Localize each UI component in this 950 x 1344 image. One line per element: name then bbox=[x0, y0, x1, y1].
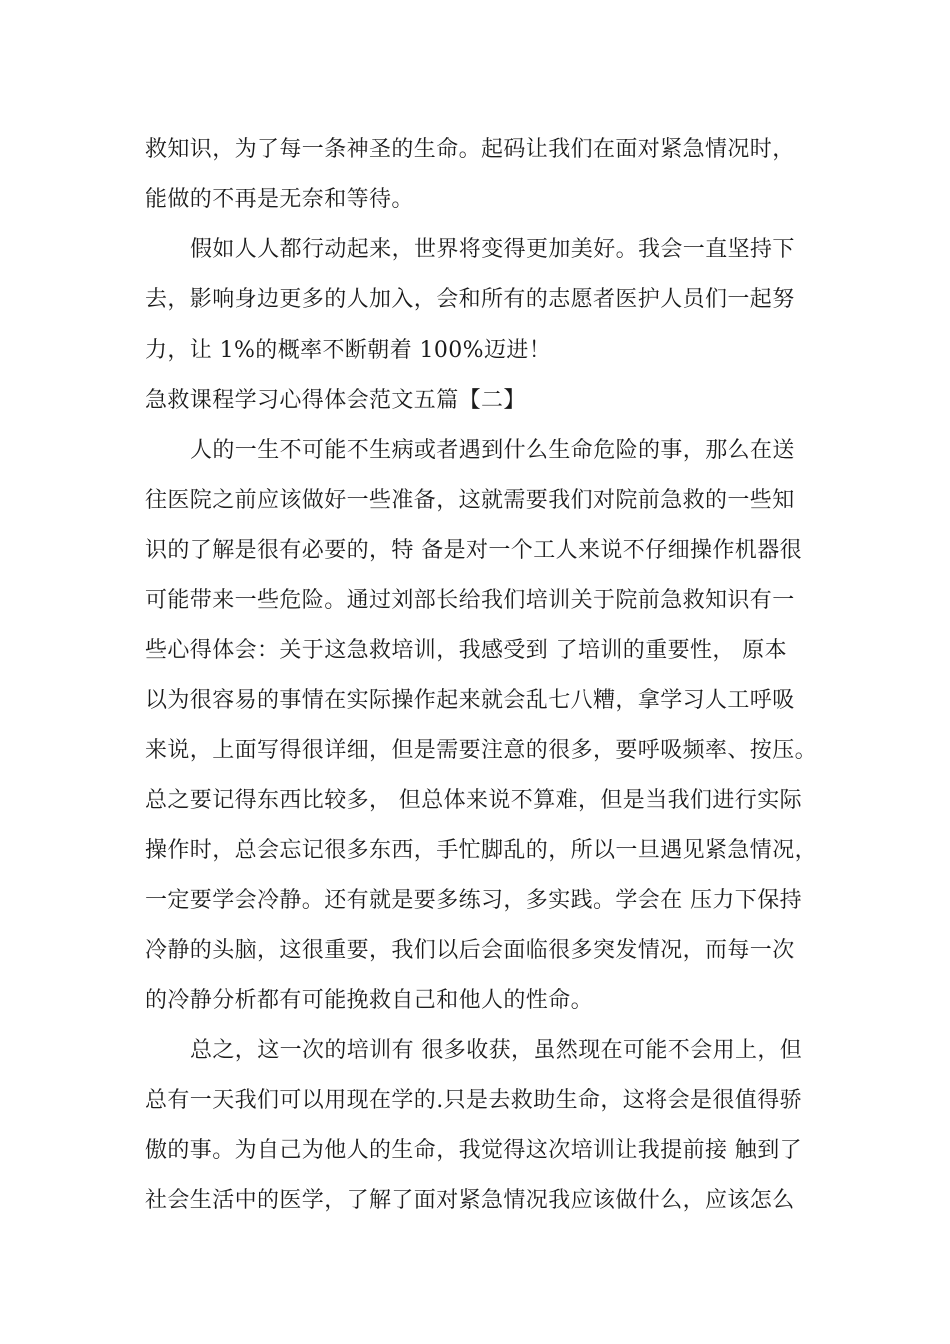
text-line: 可能带来一些危险。通过刘部长给我们培训关于院前急救知识有一 bbox=[145, 588, 795, 613]
text-line: 操作时，总会忘记很多东西，手忙脚乱的，所以一旦遇见紧急情况， bbox=[145, 838, 818, 863]
text-line: 些心得体会：关于这急救培训，我感受到 了培训的重要性， 原本 bbox=[145, 638, 787, 663]
paragraph-start-line: 总之，这一次的培训有 很多收获，虽然现在可能不会用上，但 bbox=[190, 1038, 803, 1063]
paragraph-start-line: 假如人人都行动起来，世界将变得更加美好。我会一直坚持下 bbox=[190, 237, 795, 262]
text-line: 以为很容易的事情在实际操作起来就会乱七八糟，拿学习人工呼吸 bbox=[145, 688, 795, 713]
text-line: 冷静的头脑，这很重要，我们以后会面临很多突发情况，而每一次 bbox=[145, 938, 795, 963]
text-line: 傲的事。为自己为他人的生命，我觉得这次培训让我提前接 触到了 bbox=[145, 1138, 802, 1163]
text-line: 总有一天我们可以用现在学的.只是去救助生命，这将会是很值得骄 bbox=[145, 1088, 802, 1113]
text-line: 往医院之前应该做好一些准备，这就需要我们对院前急救的一些知 bbox=[145, 488, 795, 513]
section-heading: 急救课程学习心得体会范文五篇【二】 bbox=[145, 388, 526, 413]
text-line: 的冷静分析都有可能挽救自己和他人的性命。 bbox=[145, 988, 594, 1013]
text-line: 识的了解是很有必要的，特 备是对一个工人来说不仔细操作机器很 bbox=[145, 538, 802, 563]
text-line: 能做的不再是无奈和等待。 bbox=[145, 187, 414, 212]
text-line: 救知识，为了每一条神圣的生命。起码让我们在面对紧急情况时， bbox=[145, 137, 795, 162]
text-line: 去，影响身边更多的人加入，会和所有的志愿者医护人员们一起努 bbox=[145, 287, 795, 312]
paragraph-start-line: 人的一生不可能不生病或者遇到什么生命危险的事，那么在送 bbox=[190, 438, 795, 463]
text-line: 一定要学会冷静。还有就是要多练习，多实践。学会在 压力下保持 bbox=[145, 888, 802, 913]
text-line: 总之要记得东西比较多， 但总体来说不算难，但是当我们进行实际 bbox=[145, 788, 802, 813]
text-line: 社会生活中的医学，了解了面对紧急情况我应该做什么，应该怎么 bbox=[145, 1188, 795, 1213]
text-line: 来说，上面写得很详细，但是需要注意的很多，要呼吸频率、按压。 bbox=[145, 738, 818, 763]
text-line: 力，让 1%的概率不断朝着 100%迈进！ bbox=[145, 338, 552, 363]
